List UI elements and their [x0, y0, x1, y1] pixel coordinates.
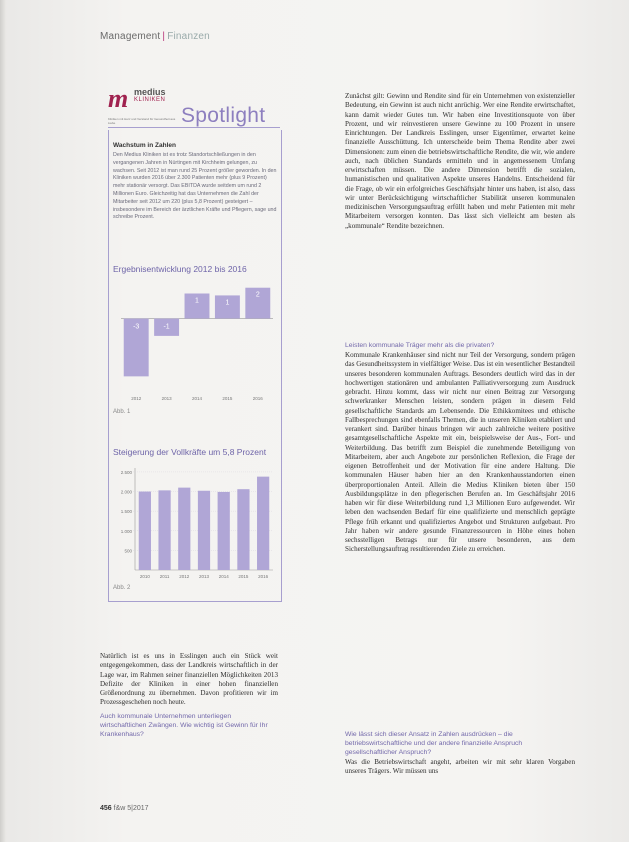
chart2-caption: Abb. 2: [113, 585, 131, 591]
box-text: Den Medius Kliniken ist es trotz Standortschließungen in den vergangenen Jahren in Nürtingen mit Kirchheim gelungen, zu wachsen. Seit 2012 ist man rund 25 Prozent größer geworden. In den Kliniken wurden 2016 über 2.300 Patienten mehr (plus 9 Prozent) mehr stationär versorgt. Das EBITDA wurde seitdem um rund 2 Millionen Euro. Gleichzeitig hat das Unternehmen die Zahl der Mitarbeiter seit 2012 um 220 (plus 5,8 Prozent) gesteigert – insbesondere im Bereich der ärztlichen Kräfte und Pflegern, sage und schreibe Prozent.: [113, 152, 277, 221]
chart2-bar: [257, 477, 269, 570]
page-footer: [100, 805, 149, 812]
chart1-tick-label: 2014: [191, 396, 203, 401]
chart2-y-tick-label: 500: [124, 548, 132, 554]
chart1-value-label: 1: [225, 299, 230, 307]
chart2-x-tick-label: 2014: [218, 574, 229, 579]
chart1-tick-label: 2013: [161, 396, 172, 401]
chart2-y-tick-label: 2.500: [120, 469, 132, 475]
logo-tagline: Kliniken mit Herz und Verstand für Gesundheit aus Liebe: [108, 117, 176, 125]
issue-label: f&w 5|2017: [113, 805, 149, 812]
subsection-name: Finanzen: [167, 31, 210, 42]
right-paragraph-2: Kommunale Krankenhäuser sind nicht nur Teil der Versorgung, sondern prägen das Gesundheitssystem in vielfältiger Weise. Das ist ein wesentlicher Bestandteil unseres besonderen kommunalen Auftrags. Besonders deutlich wird das in der hochwertigen stationären und ambulanten Palliativversorgung zum Ausdruck gebracht. Hinzu kommt, dass wir nicht nur einen Beitrag zur Versorgung schwerkranker Menschen leisten, sondern prägen in diesem Feld gesellschaftliche Standards am Lebensende. Die Ethikkomitees und ethische Fallbesprechungen sind ebenfalls Themen, die in unseren Kliniken etabliert und verankert sind. Darüber hinaus bringen wir auch zahlreiche weitere positive gesamtgesellschaftliche Aspekte mit ein, beispielsweise der Aus-, Fort- und Weiterbildung. Das betrifft zum Beispiel die zunehmende Beteiligung von Mitarbeitern, aber auch Angebote zur persönlichen Reflexion, die Frage der eigenen Betroffenheit und der Motivation für eine andere Haltung. Die kommunalen Häuser haben hier an den Krankenhausstandorten einen überproportionalen Anteil. Allein die Medius Kliniken bieten über 150 Ausbildungsplätze in den pflegerischen Berufen an. Im Geschäftsjahr 2016 haben wir für diese Weiterbildung rund 1,3 Millionen Euro aufgewendet. Wir leben den wachsenden Bedarf für eine qualifizierte und menschlich geprägte Pflege früh erkannt und qualifiziertes Angebot und Strukturen aufgebaut. Pro Jahr haben wir andere gesunde Finanzressourcen in Höhe eines hohen sechsstelligen Betrags nur für unsere besonderen, aus dem Sicherstellungsauftrag resultierenden Ziele zu erreichen.: [345, 351, 575, 554]
chart2-x-tick-label: 2011: [159, 574, 170, 579]
spotlight-title: Spotlight: [181, 104, 266, 127]
chart2-bar: [218, 492, 230, 570]
left-column-text: Natürlich ist es uns in Esslingen auch ein Stück weit entgegengekommen, dass der Landkreis wirtschaftlich in der Lage war, im Rahmen seiner finanziellen Möglichkeiten 2013 Defizite der Kliniken in einer hohen finanziellen Größenordnung zu übernehmen. Davon profitieren wir im Prozessgeschehen noch heute.: [100, 652, 278, 707]
box-title: Wachstum in Zahlen: [113, 142, 176, 149]
chart2-y-tick-label: 1.000: [120, 528, 132, 534]
right-paragraph-1: Zunächst gilt: Gewinn und Rendite sind für ein Unternehmen von existenzieller Bedeutung, ein Gewinn ist auch nicht anrüchig. Wer eine Rendite erwirtschaftet, kann damit wieder Gutes tun. Wir haben eine Investitionsquote von über Prozent, und wir reinvestieren unsere Gewinne zu 100 Prozent in unsere Einrichtungen. Der Landkreis Esslingen, unser Eigentümer, erwartet keine finanzielle Ausschüttung. Ich unterscheide beim Thema Rendite aber zwei Dimensionen: zum einen die betriebswirtschaftliche Rendite, die wir, wie andere auch, nach üblichen Standards ermitteln und in angemessenem Umfang erwirtschaften müssen. Die andere Dimension betrifft die sozialen, humanistischen und qualitativen Aspekte unseres Handelns. Entscheidend für die Frage, ob wir ein erfolgreiches Geschäftsjahr hinter uns haben, ist also, dass wir unter Berücksichtigung wirtschaftlicher Stabilität unseren kommunalen medizinischen Versorgungsauftrag erfüllt haben und mehr Patienten mit mehr Mitarbeitern versorgen konnten. Das lässt sich vielleicht am besten als „kommunale“ Rendite bezeichnen.: [345, 92, 575, 230]
chart2-x-tick-label: 2012: [179, 574, 190, 579]
medius-logo: [108, 86, 188, 116]
chart2: [113, 462, 278, 582]
chart1-tick-label: 2016: [252, 396, 263, 401]
chart2-title: Steigerung der Vollkräfte um 5,8 Prozent: [113, 447, 267, 457]
logo-sub: KLINIKEN: [134, 97, 166, 103]
right-question-1: Leisten kommunale Träger mehr als die privaten?: [345, 342, 495, 349]
chart2-bar: [178, 488, 190, 570]
page-number: 456: [100, 805, 112, 812]
section-header: [100, 31, 210, 42]
header-separator: |: [162, 31, 166, 42]
chart2-bar: [139, 492, 151, 570]
chart2-bar: [198, 491, 210, 570]
chart2-x-tick-label: 2016: [258, 574, 269, 579]
chart1-tick-label: 2015: [222, 396, 233, 401]
chart1-value-label: -1: [163, 323, 170, 331]
chart2-bar: [237, 489, 249, 570]
chart1-title: Ergebnisentwicklung 2012 bis 2016: [113, 264, 247, 274]
right-question-2: Wie lässt sich dieser Ansatz in Zahlen ausdrücken – die betriebswirtschaftliche und der andere finanzielle Anspruch gesellschaftlicher Anspruch?: [345, 731, 523, 757]
chart1-tick-label: 2012: [131, 396, 142, 401]
chart2-bar: [158, 490, 170, 570]
spotlight-rule: [108, 127, 280, 128]
page-edge: [0, 0, 6, 842]
chart1-caption: Abb. 1: [113, 409, 131, 415]
chart2-y-tick-label: 1.500: [120, 509, 132, 515]
chart2-x-tick-label: 2015: [238, 574, 249, 579]
section-name: Management: [100, 31, 161, 42]
chart1-value-label: -3: [133, 323, 140, 331]
logo-mark: m: [108, 84, 129, 113]
chart2-y-tick-label: 2.000: [120, 489, 132, 495]
chart1: [113, 276, 278, 404]
right-paragraph-3: Was die Betriebswirtschaft angeht, arbeiten wir mit sehr klaren Vorgaben unseres Trägers. Wir müssen uns: [345, 758, 575, 776]
chart1-value-label: 1: [195, 297, 199, 305]
logo-name: medius: [134, 87, 166, 97]
chart2-x-tick-label: 2010: [139, 574, 150, 579]
chart2-x-tick-label: 2013: [198, 574, 210, 579]
left-column-question: Auch kommunale Unternehmen unterliegen wirtschaftlichen Zwängen. Wie wichtig ist Gewinn für Ihr Krankenhaus?: [100, 713, 268, 739]
chart1-value-label: 2: [255, 291, 260, 299]
